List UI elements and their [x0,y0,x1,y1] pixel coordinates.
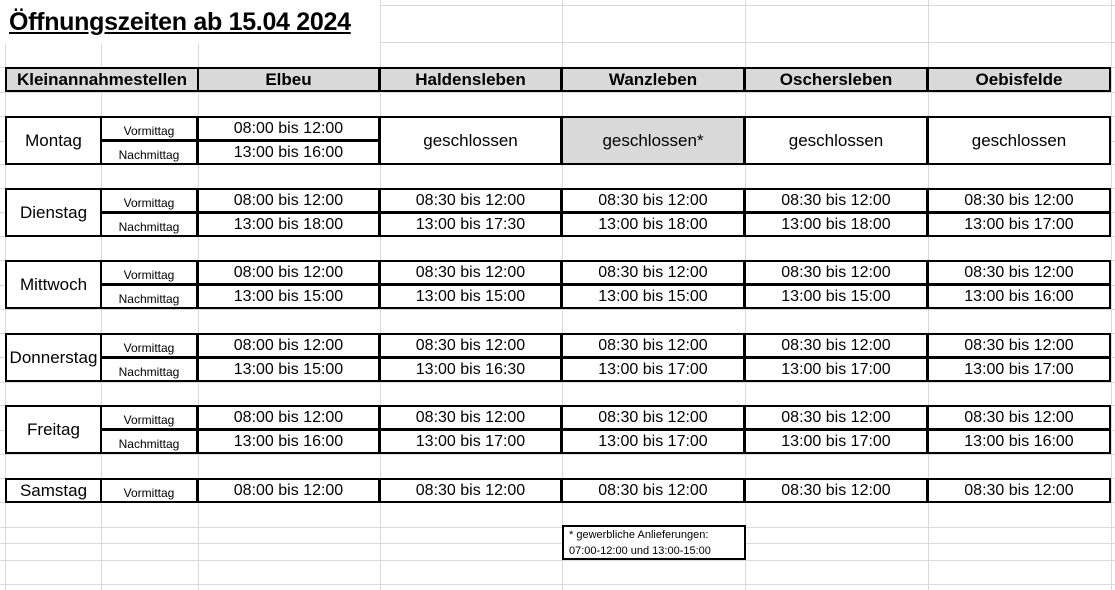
time-cell: 13:00 bis 17:00 [744,357,928,382]
time-cell: 08:30 bis 12:00 [561,260,745,285]
header-location: Oebisfelde [927,67,1111,92]
day-label: Freitag [5,405,102,454]
time-cell: 08:30 bis 12:00 [379,188,562,213]
time-cell: 13:00 bis 18:00 [561,212,745,237]
time-cell: 08:30 bis 12:00 [927,188,1111,213]
closed-cell: geschlossen [379,116,562,165]
day-label: Donnerstag [5,333,102,382]
time-cell: 08:30 bis 12:00 [379,333,562,358]
time-cell: 08:00 bis 12:00 [197,478,380,503]
day-label: Dienstag [5,188,102,237]
grid-line [0,382,1115,383]
closed-cell: geschlossen* [561,116,745,165]
time-cell: 08:30 bis 12:00 [744,333,928,358]
time-cell: 13:00 bis 17:00 [927,212,1111,237]
time-cell: 13:00 bis 16:00 [927,284,1111,309]
closed-cell: geschlossen [927,116,1111,165]
time-cell: 08:30 bis 12:00 [561,333,745,358]
time-cell: 13:00 bis 16:00 [197,140,380,165]
time-cell: 08:30 bis 12:00 [561,188,745,213]
grid-line [0,527,1115,528]
day-label: Mittwoch [5,260,102,309]
time-cell: 08:30 bis 12:00 [927,333,1111,358]
time-cell: 13:00 bis 15:00 [379,284,562,309]
time-cell: 13:00 bis 15:00 [744,284,928,309]
time-cell: 13:00 bis 17:30 [379,212,562,237]
period-label: Vormittag [100,116,198,141]
header-location: Wanzleben [561,67,745,92]
period-label: Nachmittag [100,429,198,454]
time-cell: 08:30 bis 12:00 [744,188,928,213]
time-cell: 08:30 bis 12:00 [927,478,1111,503]
period-label: Nachmittag [100,284,198,309]
period-label: Vormittag [100,333,198,358]
period-label: Vormittag [100,188,198,213]
grid-line [0,309,1115,310]
time-cell: 13:00 bis 17:00 [561,429,745,454]
period-label: Vormittag [100,405,198,430]
period-label: Vormittag [100,478,198,503]
time-cell: 08:30 bis 12:00 [744,405,928,430]
time-cell: 13:00 bis 15:00 [197,284,380,309]
grid-line [0,454,1115,455]
header-location: Elbeu [197,67,380,92]
time-cell: 08:30 bis 12:00 [379,405,562,430]
time-cell: 13:00 bis 17:00 [744,429,928,454]
time-cell: 13:00 bis 15:00 [561,284,745,309]
time-cell: 08:00 bis 12:00 [197,333,380,358]
time-cell: 08:00 bis 12:00 [197,260,380,285]
period-label: Nachmittag [100,212,198,237]
period-label: Vormittag [100,260,198,285]
day-label: Montag [5,116,102,165]
time-cell: 08:00 bis 12:00 [197,405,380,430]
footnote-box [562,525,746,560]
day-label: Samstag [5,478,102,503]
time-cell: 08:30 bis 12:00 [744,478,928,503]
time-cell: 08:30 bis 12:00 [927,260,1111,285]
page-title: Öffnungszeiten ab 15.04 2024 [9,8,351,36]
time-cell: 13:00 bis 16:00 [197,429,380,454]
time-cell: 08:00 bis 12:00 [197,188,380,213]
grid-line [0,584,1115,585]
period-label: Nachmittag [100,140,198,165]
footnote-line-1: * gewerbliche Anlieferungen: [569,529,709,541]
time-cell: 08:30 bis 12:00 [744,260,928,285]
header-location: Haldensleben [379,67,562,92]
time-cell: 13:00 bis 17:00 [927,357,1111,382]
period-label: Nachmittag [100,357,198,382]
header-kleinannahmestellen: Kleinannahmestellen [5,67,199,92]
time-cell: 13:00 bis 18:00 [197,212,380,237]
header-location: Oschersleben [744,67,928,92]
time-cell: 13:00 bis 18:00 [744,212,928,237]
grid-line [0,543,1115,544]
time-cell: 08:30 bis 12:00 [379,260,562,285]
time-cell: 13:00 bis 16:30 [379,357,562,382]
closed-cell: geschlossen [744,116,928,165]
time-cell: 08:30 bis 12:00 [561,405,745,430]
time-cell: 08:00 bis 12:00 [197,116,380,141]
time-cell: 13:00 bis 17:00 [379,429,562,454]
time-cell: 13:00 bis 17:00 [561,357,745,382]
grid-line [0,92,1115,93]
grid-line [0,560,1115,561]
time-cell: 08:30 bis 12:00 [379,478,562,503]
footnote-line-2: 07:00-12:00 und 13:00-15:00 [569,545,711,557]
time-cell: 13:00 bis 16:00 [927,429,1111,454]
time-cell: 13:00 bis 15:00 [197,357,380,382]
time-cell: 08:30 bis 12:00 [561,478,745,503]
time-cell: 08:30 bis 12:00 [927,405,1111,430]
